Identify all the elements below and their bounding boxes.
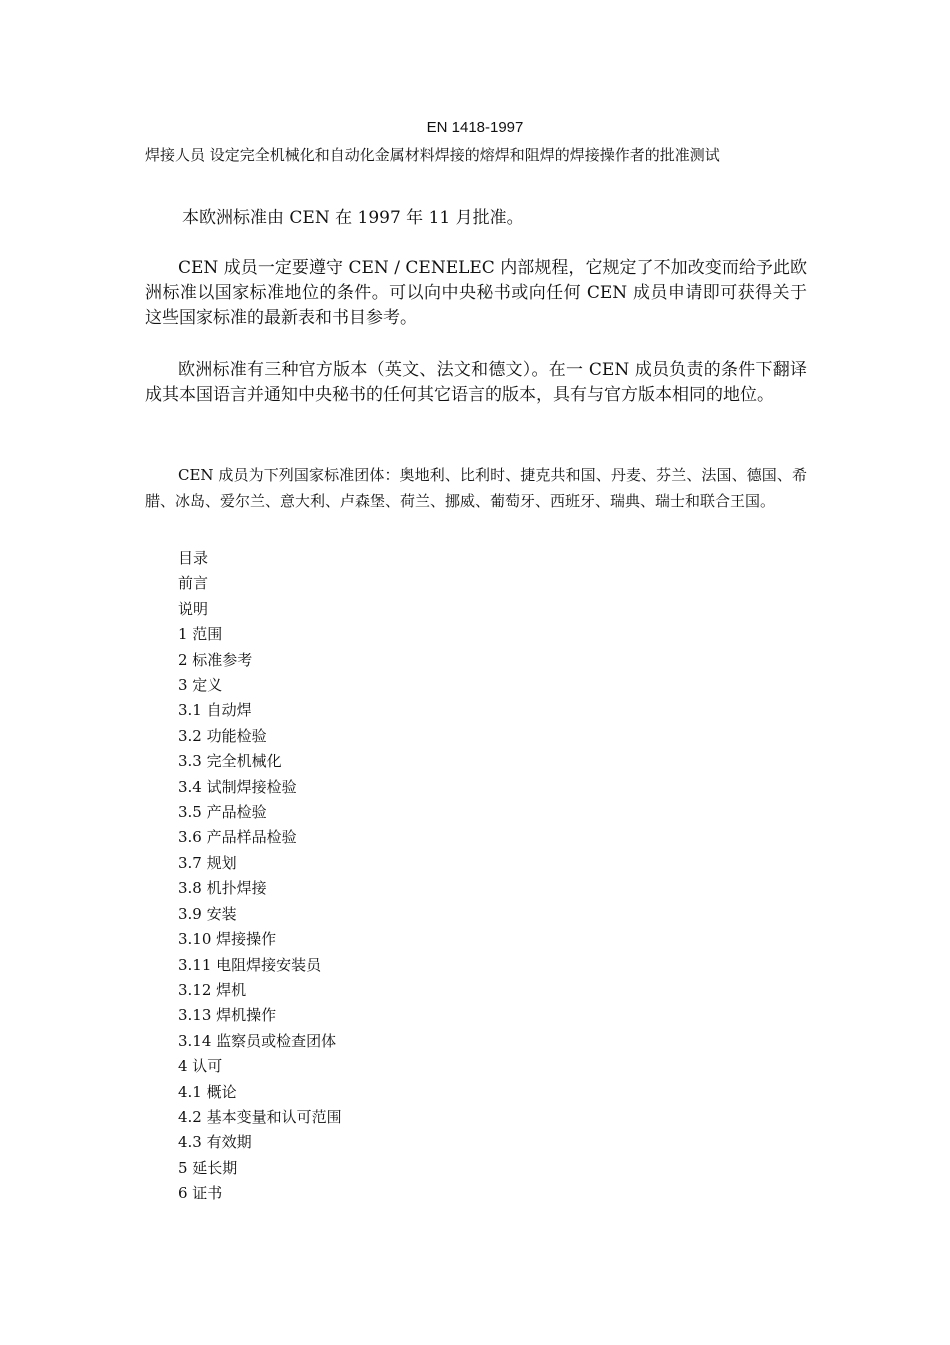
- toc-item: 4.1 概论: [178, 1082, 237, 1101]
- toc-item: 4.2 基本变量和认可范围: [178, 1107, 342, 1126]
- toc-item: 4 认可: [178, 1057, 223, 1076]
- toc-item: 5 延长期: [178, 1158, 238, 1177]
- toc-item: 前言: [178, 574, 209, 593]
- toc-item: 3.4 试制焊接检验: [178, 777, 297, 796]
- paragraph-regulations: CEN 成员一定要遵守 CEN / CENELEC 内部规程，它规定了不加改变而给予此欧洲标准以国家标准地位的条件。可以向中央秘书或向任何 CEN 成员申请即可获得关于这些国家标准的最新表和书目参考。: [145, 258, 807, 328]
- toc-item: 3.1 自动焊: [178, 701, 252, 720]
- toc-item: 3.13 焊机操作: [178, 1006, 277, 1025]
- toc-item: 说明: [178, 599, 209, 618]
- paragraph-members: CEN 成员为下列国家标准团体：奥地利、比利时、捷克共和国、丹麦、芬兰、法国、德国、希腊、冰岛、爱尔兰、意大利、卢森堡、荷兰、挪威、葡萄牙、西班牙、瑞典、瑞士和联合王国。: [145, 466, 807, 510]
- toc-item: 3.6 产品样品检验: [178, 828, 297, 847]
- toc-item: 3.3 完全机械化: [178, 752, 282, 771]
- toc-item: 目录: [178, 549, 209, 567]
- toc-item: 3 定义: [178, 676, 223, 695]
- toc-item: 2 标准参考: [178, 650, 253, 669]
- toc-item: 3.10 焊接操作: [178, 930, 277, 949]
- paragraph-approval: 本欧洲标准由 CEN 在 1997 年 11 月批准。: [182, 208, 524, 228]
- toc-item: 3.9 安装: [178, 904, 237, 923]
- toc-item: 3.8 机扑焊接: [178, 879, 267, 898]
- paragraph-versions: 欧洲标准有三种官方版本（英文、法文和德文）。在一 CEN 成员负责的条件下翻译成其本国语言并通知中央秘书的任何其它语言的版本，具有与官方版本相同的地位。: [145, 360, 807, 405]
- toc-item: 6 证书: [178, 1184, 223, 1203]
- toc-item: 3.14 监察员或检查团体: [178, 1031, 337, 1050]
- document-code: EN 1418-1997: [426, 119, 524, 136]
- toc-item: 3.5 产品检验: [178, 803, 267, 822]
- toc-item: 1 范围: [178, 625, 223, 644]
- toc-item: 3.7 规划: [178, 853, 237, 872]
- toc-item: 3.2 功能检验: [178, 726, 267, 745]
- document-title: 焊接人员 设定完全机械化和自动化金属材料焊接的熔焊和阻焊的焊接操作者的批准测试: [145, 146, 720, 164]
- table-of-contents: [178, 546, 342, 1207]
- toc-item: 4.3 有效期: [178, 1133, 252, 1152]
- toc-item: 3.11 电阻焊接安装员: [178, 955, 322, 974]
- toc-item: 3.12 焊机: [178, 980, 247, 999]
